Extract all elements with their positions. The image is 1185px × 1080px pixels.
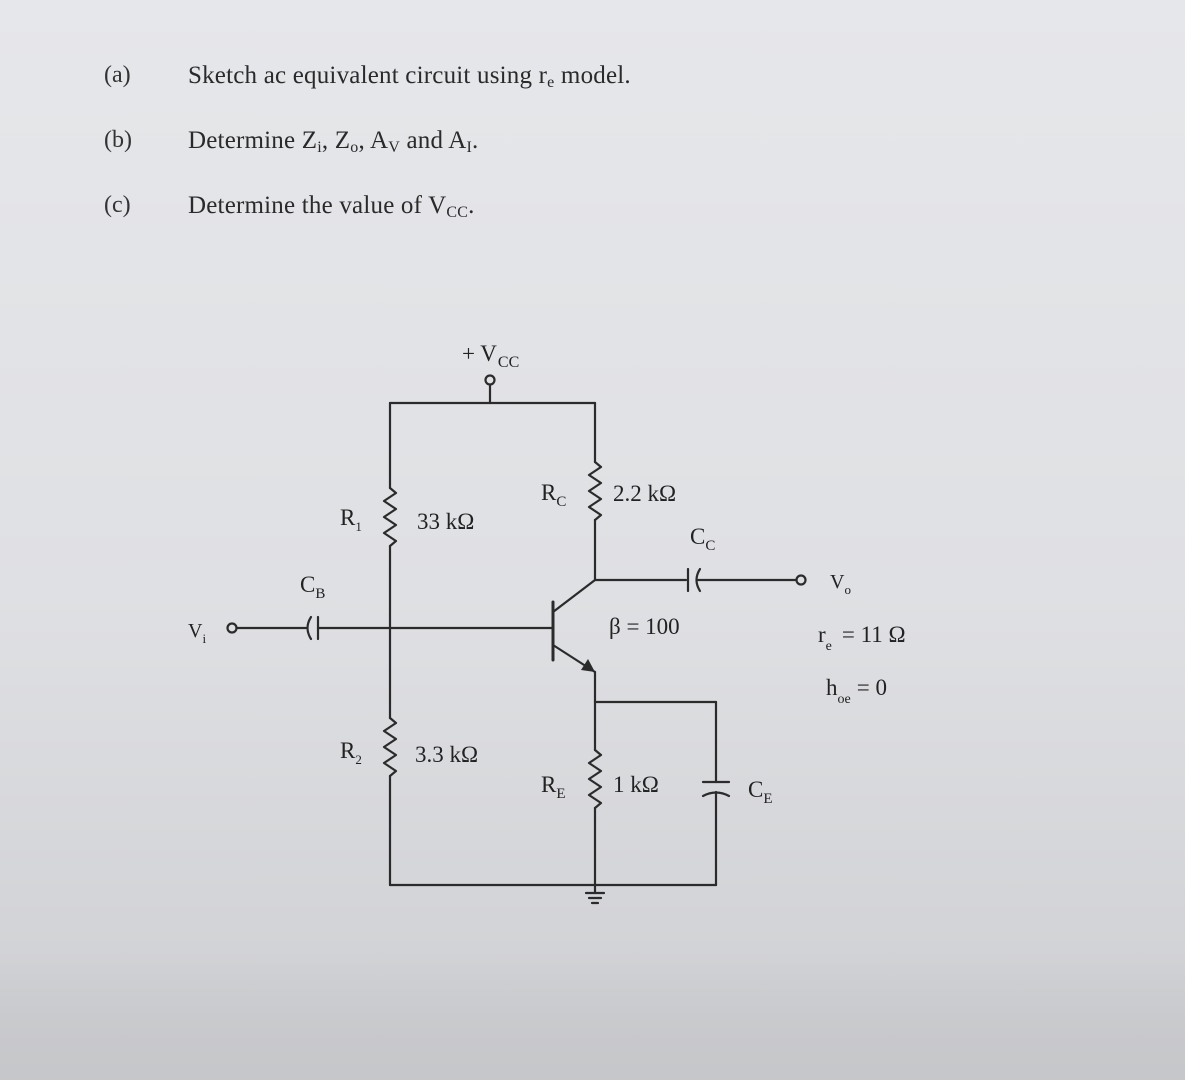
question-b-sub-o: o xyxy=(350,139,359,156)
vi-label: $V_i$ xyxy=(188,620,207,646)
cb-label: $C_B$ xyxy=(300,572,326,602)
question-a-text-main: Sketch ac equivalent circuit using r xyxy=(188,62,548,89)
rc-resistor xyxy=(589,462,601,520)
ce-label: $C_E$ xyxy=(748,777,773,807)
hoe-param-label: $h_{oe} = 0$ xyxy=(826,675,887,707)
cc-label: $C_C$ xyxy=(690,524,716,554)
question-b-sub-v: V xyxy=(388,139,401,156)
question-b-sub-i: i xyxy=(317,139,322,156)
r1-value: 33 kΩ xyxy=(417,509,475,534)
question-c-text-end: . xyxy=(468,192,475,219)
question-a-sub: e xyxy=(547,74,555,91)
vcc-label: + $V_{CC}$ xyxy=(462,341,520,371)
transistor-collector-lead xyxy=(553,580,595,612)
photo-shadow xyxy=(0,955,1185,1080)
question-a-text-end: model. xyxy=(554,62,631,89)
re-resistor xyxy=(589,750,601,808)
question-a-label: (a) xyxy=(104,62,131,88)
re-value: 1 kΩ xyxy=(613,772,659,797)
question-b-sub-ai: I xyxy=(466,139,473,156)
question-c-text-main: Determine the value of V xyxy=(188,192,447,219)
beta-label: β = 100 xyxy=(609,614,680,639)
question-b-part: , A xyxy=(358,127,389,154)
r2-value: 3.3 kΩ xyxy=(415,742,479,767)
r1-label: $R_1$ xyxy=(340,505,362,534)
rc-value: 2.2 kΩ xyxy=(613,481,677,506)
vi-terminal xyxy=(228,624,237,633)
rc-label: $R_C$ xyxy=(541,480,567,510)
cb-plate-curved xyxy=(308,617,312,639)
question-c-sub: CC xyxy=(446,204,469,221)
question-c-label: (c) xyxy=(104,192,131,218)
re-label: $R_E$ xyxy=(541,772,566,802)
question-b-label: (b) xyxy=(104,127,132,153)
question-b-part: . xyxy=(472,127,479,154)
question-b-part: , Z xyxy=(321,127,351,154)
r1-resistor xyxy=(384,488,396,546)
r2-label: $R_2$ xyxy=(340,738,362,767)
vo-label: $V_o$ xyxy=(830,571,851,597)
question-b-part: Determine Z xyxy=(188,127,318,154)
vo-terminal xyxy=(797,576,806,585)
r2-resistor xyxy=(384,718,396,776)
re-param-label: $r_e = 11$ Ω xyxy=(818,622,906,654)
vcc-terminal xyxy=(486,376,495,385)
question-b-part: and A xyxy=(400,127,467,154)
